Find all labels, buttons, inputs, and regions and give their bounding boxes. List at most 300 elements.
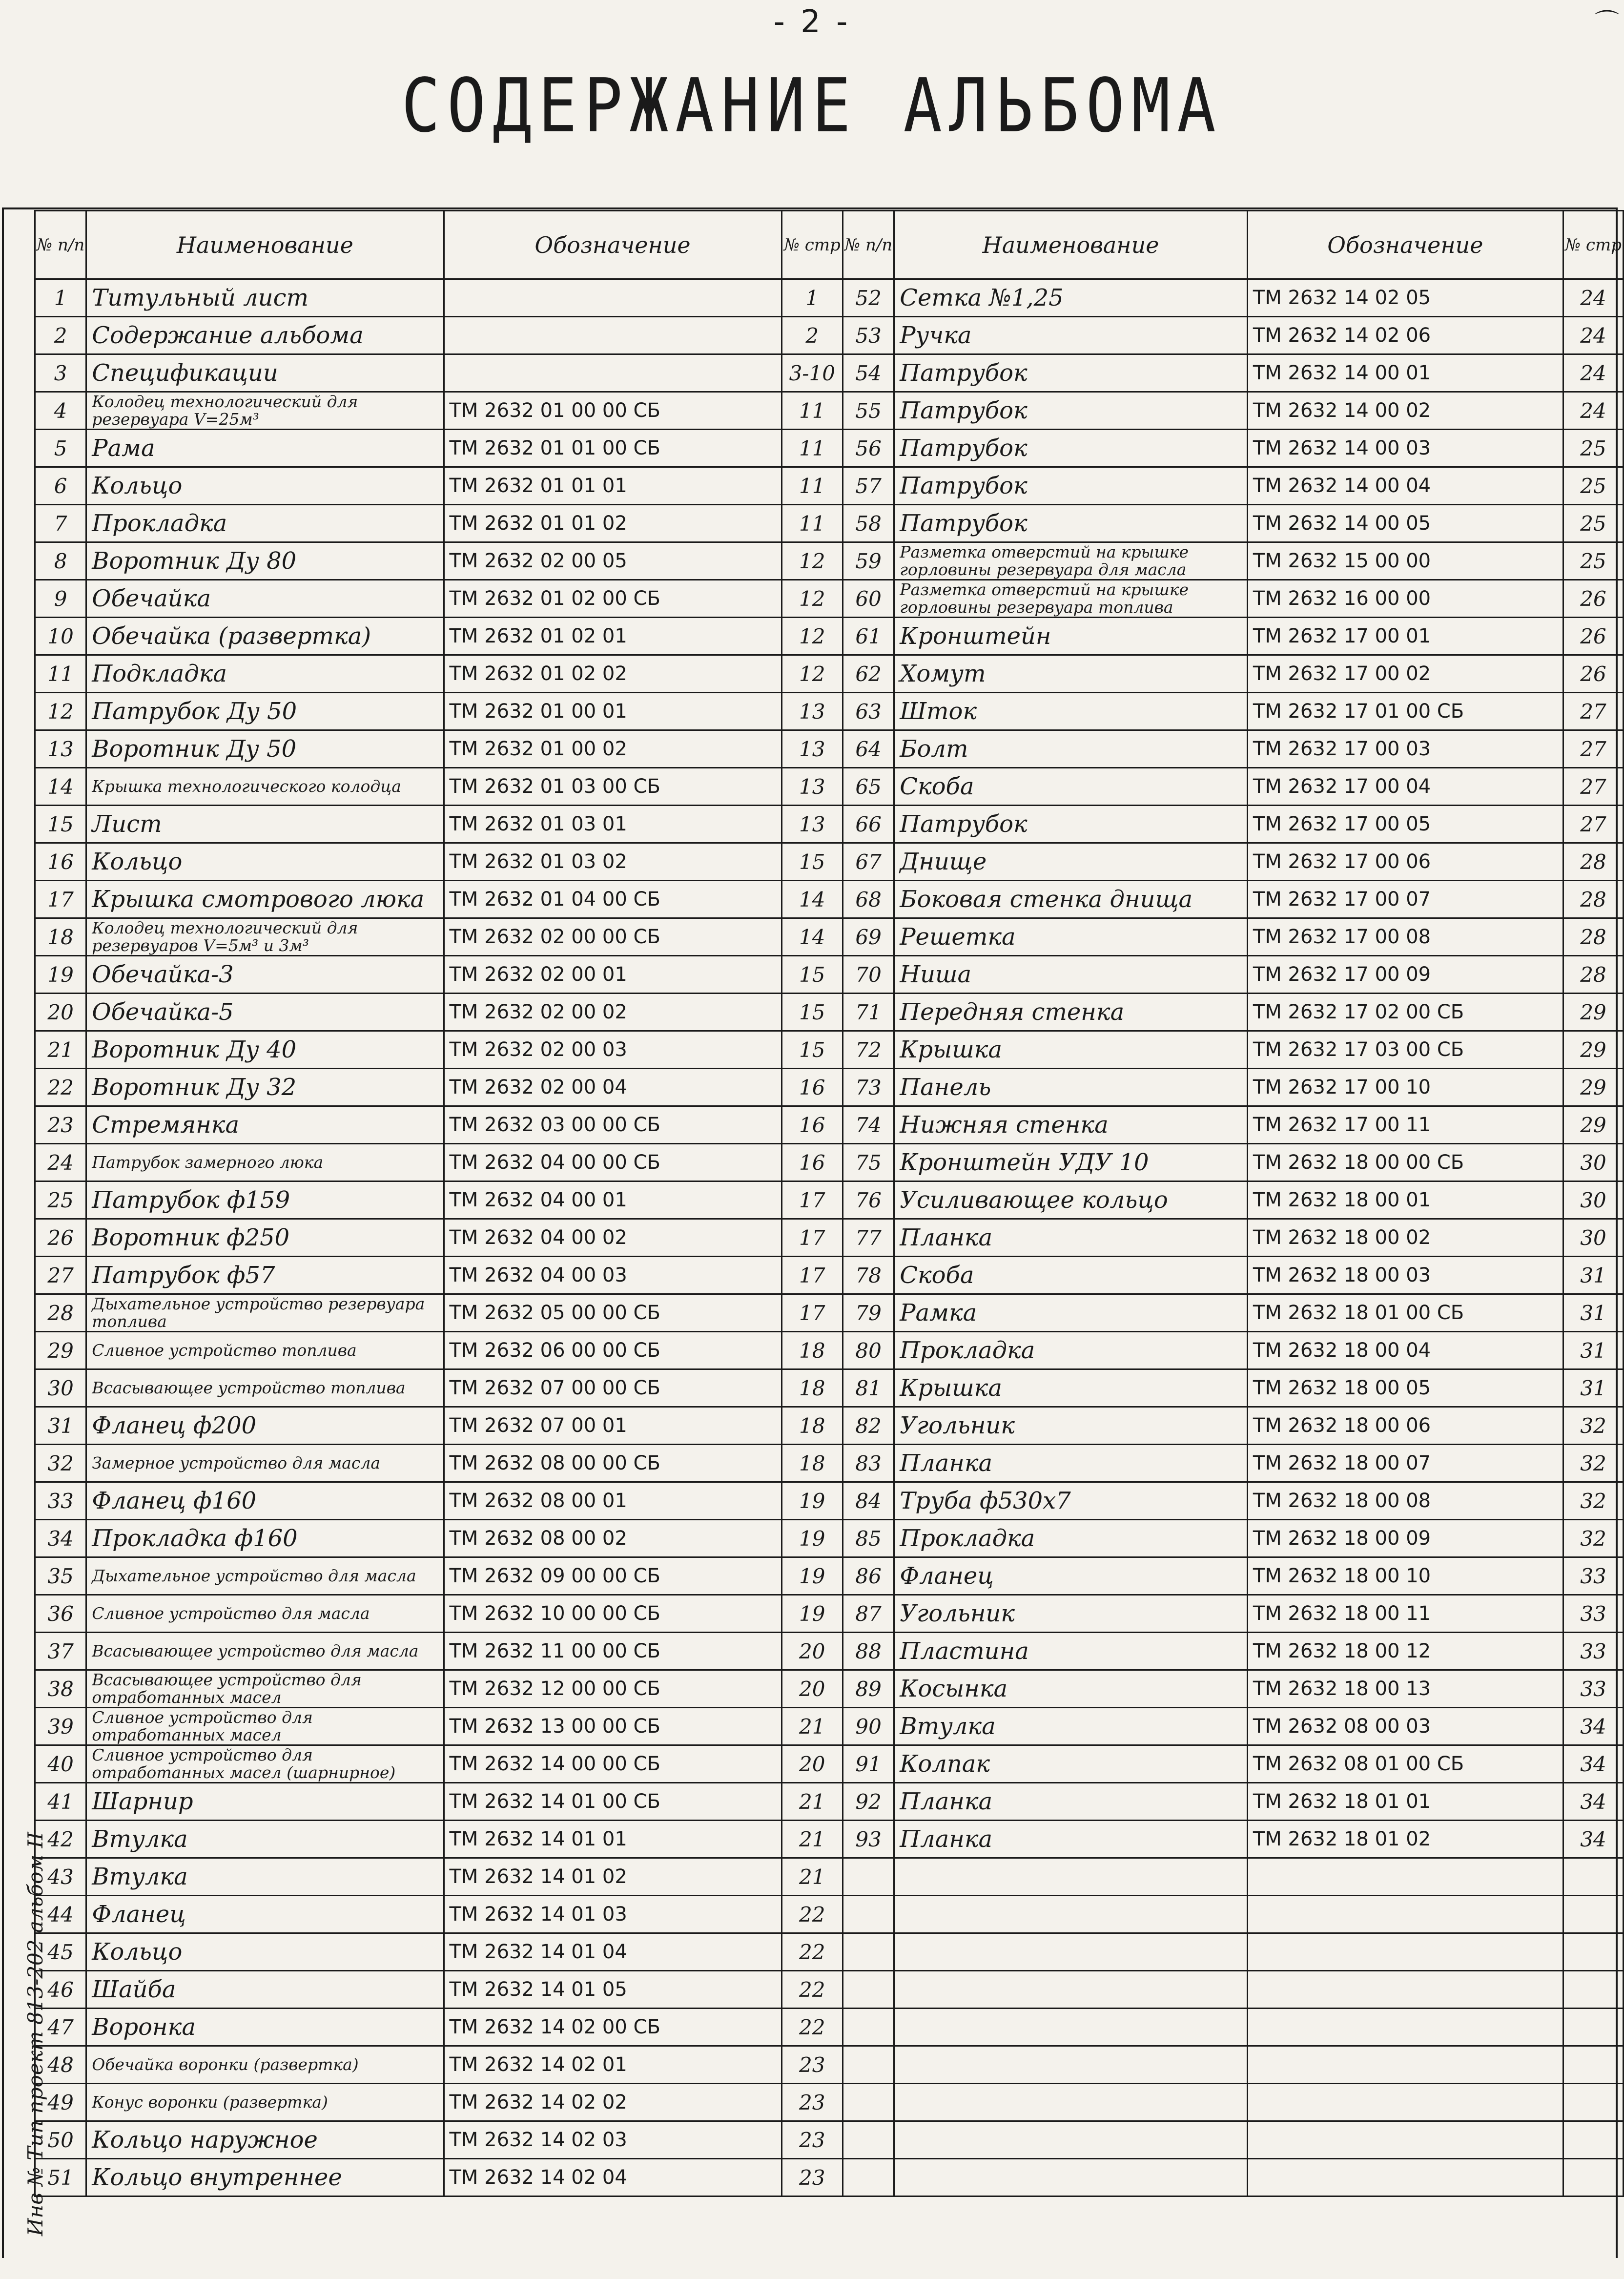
left-item-page: 22 (781, 1933, 843, 1971)
left-item-number: 32 (35, 1445, 86, 1482)
right-item-number: 93 (843, 1821, 894, 1858)
right-item-page: 30 (1563, 1144, 1623, 1181)
left-item-number: 24 (35, 1144, 86, 1181)
left-item-code: ТМ 2632 14 02 03 (444, 2121, 781, 2159)
right-item-number: 90 (843, 1708, 894, 1745)
table-row (35, 2046, 1624, 2084)
right-item-name: Фланец (894, 1557, 1248, 1595)
right-item-code: ТМ 2632 17 00 04 (1247, 768, 1563, 806)
right-item-code: ТМ 2632 17 02 00 СБ (1247, 994, 1563, 1031)
right-item-number (843, 1896, 894, 1933)
left-item-number: 47 (35, 2009, 86, 2046)
left-item-name: Лист (86, 806, 444, 843)
right-item-name: Патрубок (894, 430, 1248, 467)
right-item-number: 59 (843, 542, 894, 580)
right-item-code: ТМ 2632 17 00 07 (1247, 881, 1563, 918)
table-row (35, 1257, 1624, 1294)
right-item-number (843, 2121, 894, 2159)
left-item-name: Воротник Ду 40 (86, 1031, 444, 1069)
right-item-number: 78 (843, 1257, 894, 1294)
left-item-name: Патрубок замерного люка (86, 1144, 444, 1181)
left-item-code: ТМ 2632 14 01 03 (444, 1896, 781, 1933)
left-item-number: 25 (35, 1181, 86, 1219)
left-item-name: Шарнир (86, 1783, 444, 1821)
left-item-page: 13 (781, 806, 843, 843)
left-item-number: 51 (35, 2159, 86, 2196)
left-item-name: Сливное устройство топлива (86, 1332, 444, 1369)
right-item-page: 29 (1563, 1031, 1623, 1069)
right-item-code (1247, 2121, 1563, 2159)
right-item-code: ТМ 2632 14 00 05 (1247, 505, 1563, 542)
left-item-code: ТМ 2632 02 00 02 (444, 994, 781, 1031)
right-item-page: 25 (1563, 430, 1623, 467)
right-item-name: Патрубок (894, 467, 1248, 505)
left-item-code: ТМ 2632 14 01 04 (444, 1933, 781, 1971)
right-item-code: ТМ 2632 17 00 11 (1247, 1106, 1563, 1144)
left-item-page: 2 (781, 317, 843, 354)
right-item-name: Кронштейн УДУ 10 (894, 1144, 1248, 1181)
left-item-page: 14 (781, 881, 843, 918)
left-item-code: ТМ 2632 13 00 00 СБ (444, 1708, 781, 1745)
right-item-name: Угольник (894, 1407, 1248, 1445)
left-item-name: Замерное устройство для масла (86, 1445, 444, 1482)
right-item-name: Кронштейн (894, 618, 1248, 655)
right-item-code: ТМ 2632 17 00 02 (1247, 655, 1563, 693)
side-label (0, 1621, 47, 2251)
left-item-name: Всасывающее устройство для масла (86, 1633, 444, 1670)
header-code-right: Обозначение (1247, 211, 1563, 279)
left-item-page: 17 (781, 1257, 843, 1294)
table-row (35, 881, 1624, 918)
right-item-page: 27 (1563, 730, 1623, 768)
left-item-code: ТМ 2632 14 02 00 СБ (444, 2009, 781, 2046)
right-item-code: ТМ 2632 08 01 00 СБ (1247, 1745, 1563, 1783)
right-item-page: 32 (1563, 1520, 1623, 1557)
right-item-page: 33 (1563, 1557, 1623, 1595)
right-item-name: Скоба (894, 1257, 1248, 1294)
right-item-page: 29 (1563, 1069, 1623, 1106)
right-item-page: 32 (1563, 1482, 1623, 1520)
right-item-page: 28 (1563, 918, 1623, 956)
left-item-number: 26 (35, 1219, 86, 1257)
right-item-code: ТМ 2632 08 00 03 (1247, 1708, 1563, 1745)
right-item-number: 66 (843, 806, 894, 843)
right-item-name: Ручка (894, 317, 1248, 354)
left-item-code: ТМ 2632 05 00 00 СБ (444, 1294, 781, 1332)
right-item-code: ТМ 2632 15 00 00 (1247, 542, 1563, 580)
right-item-number: 57 (843, 467, 894, 505)
left-item-page: 16 (781, 1144, 843, 1181)
right-item-code: ТМ 2632 18 00 07 (1247, 1445, 1563, 1482)
right-item-code: ТМ 2632 17 00 06 (1247, 843, 1563, 881)
left-item-code: ТМ 2632 01 04 00 СБ (444, 881, 781, 918)
left-item-page: 20 (781, 1633, 843, 1670)
left-item-number: 40 (35, 1745, 86, 1783)
right-item-code: ТМ 2632 17 00 10 (1247, 1069, 1563, 1106)
left-item-name: Кольцо (86, 467, 444, 505)
left-item-page: 18 (781, 1332, 843, 1369)
left-item-number: 10 (35, 618, 86, 655)
table-row (35, 1369, 1624, 1407)
left-item-name: Патрубок Ду 50 (86, 693, 444, 730)
right-item-page (1563, 2009, 1623, 2046)
table-row (35, 730, 1624, 768)
right-item-number: 69 (843, 918, 894, 956)
table-row (35, 1670, 1624, 1708)
table-row (35, 956, 1624, 994)
right-item-name (894, 1971, 1248, 2009)
left-item-code: ТМ 2632 12 00 00 СБ (444, 1670, 781, 1708)
left-item-code: ТМ 2632 01 01 01 (444, 467, 781, 505)
table-row (35, 994, 1624, 1031)
left-item-page: 22 (781, 1896, 843, 1933)
left-item-name: Кольцо наружное (86, 2121, 444, 2159)
left-item-code (444, 279, 781, 317)
right-item-code: ТМ 2632 18 00 03 (1247, 1257, 1563, 1294)
table-row (35, 618, 1624, 655)
left-item-name: Колодец технологический для резервуаров V=5м³ и 3м³ (86, 918, 444, 956)
right-item-name: Ниша (894, 956, 1248, 994)
right-item-code: ТМ 2632 17 03 00 СБ (1247, 1031, 1563, 1069)
left-item-page: 11 (781, 430, 843, 467)
header-name-left: Наименование (86, 211, 444, 279)
left-item-page: 21 (781, 1821, 843, 1858)
left-item-name: Конус воронки (развертка) (86, 2084, 444, 2121)
right-item-name: Передняя стенка (894, 994, 1248, 1031)
left-item-name: Воротник Ду 80 (86, 542, 444, 580)
right-item-number: 81 (843, 1369, 894, 1407)
left-item-code: ТМ 2632 01 03 00 СБ (444, 768, 781, 806)
left-item-name: Патрубок ф159 (86, 1181, 444, 1219)
left-item-name: Подкладка (86, 655, 444, 693)
table-row (35, 542, 1624, 580)
left-item-number: 18 (35, 918, 86, 956)
right-item-code (1247, 2159, 1563, 2196)
right-item-name (894, 2084, 1248, 2121)
right-item-page (1563, 2046, 1623, 2084)
left-item-code: ТМ 2632 06 00 00 СБ (444, 1332, 781, 1369)
right-item-name: Боковая стенка днища (894, 881, 1248, 918)
left-item-number: 1 (35, 279, 86, 317)
right-item-name: Усиливающее кольцо (894, 1181, 1248, 1219)
left-item-page: 17 (781, 1181, 843, 1219)
right-item-name: Хомут (894, 655, 1248, 693)
right-item-code: ТМ 2632 17 00 09 (1247, 956, 1563, 994)
left-item-number: 45 (35, 1933, 86, 1971)
table-row (35, 1520, 1624, 1557)
right-item-number: 63 (843, 693, 894, 730)
left-item-code: ТМ 2632 01 03 02 (444, 843, 781, 881)
left-item-page: 13 (781, 693, 843, 730)
table-row (35, 317, 1624, 354)
table-row (35, 1031, 1624, 1069)
left-item-number: 50 (35, 2121, 86, 2159)
left-item-code: ТМ 2632 01 02 00 СБ (444, 580, 781, 618)
table-row (35, 2009, 1624, 2046)
toc-table (34, 210, 1624, 2197)
right-item-page: 27 (1563, 693, 1623, 730)
right-item-code (1247, 2009, 1563, 2046)
right-item-number: 92 (843, 1783, 894, 1821)
table-row (35, 1821, 1624, 1858)
right-item-number: 91 (843, 1745, 894, 1783)
right-item-name (894, 1933, 1248, 1971)
table-row (35, 1106, 1624, 1144)
left-item-code: ТМ 2632 01 01 02 (444, 505, 781, 542)
right-item-page: 27 (1563, 806, 1623, 843)
left-item-page: 12 (781, 580, 843, 618)
left-item-code: ТМ 2632 04 00 00 СБ (444, 1144, 781, 1181)
left-item-page: 11 (781, 505, 843, 542)
left-item-page: 19 (781, 1557, 843, 1595)
right-item-name: Болт (894, 730, 1248, 768)
table-row (35, 1144, 1624, 1181)
left-item-number: 30 (35, 1369, 86, 1407)
left-item-number: 15 (35, 806, 86, 843)
right-item-code: ТМ 2632 17 00 08 (1247, 918, 1563, 956)
right-item-number: 64 (843, 730, 894, 768)
table-row (35, 354, 1624, 392)
left-item-code: ТМ 2632 01 00 01 (444, 693, 781, 730)
left-item-number: 21 (35, 1031, 86, 1069)
left-item-page: 11 (781, 392, 843, 430)
page-number: - 2 - (773, 4, 851, 40)
left-item-page: 19 (781, 1482, 843, 1520)
right-item-number: 71 (843, 994, 894, 1031)
right-item-number: 65 (843, 768, 894, 806)
left-item-number: 13 (35, 730, 86, 768)
table-row (35, 505, 1624, 542)
table-row (35, 1971, 1624, 2009)
right-item-page: 34 (1563, 1821, 1623, 1858)
right-item-page: 26 (1563, 618, 1623, 655)
right-item-page: 34 (1563, 1745, 1623, 1783)
right-item-page: 32 (1563, 1445, 1623, 1482)
left-item-name: Прокладка (86, 505, 444, 542)
right-item-page: 28 (1563, 881, 1623, 918)
right-item-number: 60 (843, 580, 894, 618)
right-item-page (1563, 1971, 1623, 2009)
right-item-code: ТМ 2632 18 01 02 (1247, 1821, 1563, 1858)
right-item-number: 53 (843, 317, 894, 354)
left-item-number: 49 (35, 2084, 86, 2121)
left-item-number: 37 (35, 1633, 86, 1670)
right-item-name (894, 2009, 1248, 2046)
left-item-page: 15 (781, 994, 843, 1031)
left-item-number: 34 (35, 1520, 86, 1557)
right-item-page: 31 (1563, 1257, 1623, 1294)
right-item-name: Колпак (894, 1745, 1248, 1783)
left-item-code: ТМ 2632 01 02 02 (444, 655, 781, 693)
right-item-code: ТМ 2632 18 00 04 (1247, 1332, 1563, 1369)
header-code-left: Обозначение (444, 211, 781, 279)
table-row (35, 1445, 1624, 1482)
left-item-number: 16 (35, 843, 86, 881)
table-row (35, 843, 1624, 881)
right-item-number: 80 (843, 1332, 894, 1369)
left-item-page: 23 (781, 2046, 843, 2084)
left-item-page: 22 (781, 2009, 843, 2046)
left-item-page: 13 (781, 730, 843, 768)
left-item-number: 22 (35, 1069, 86, 1106)
right-item-code: ТМ 2632 18 00 02 (1247, 1219, 1563, 1257)
table-row (35, 467, 1624, 505)
right-item-number: 85 (843, 1520, 894, 1557)
left-item-page: 17 (781, 1294, 843, 1332)
left-item-page: 18 (781, 1369, 843, 1407)
left-item-code: ТМ 2632 14 01 00 СБ (444, 1783, 781, 1821)
left-item-code: ТМ 2632 08 00 01 (444, 1482, 781, 1520)
right-item-code (1247, 1896, 1563, 1933)
right-item-code (1247, 2046, 1563, 2084)
right-item-name: Патрубок (894, 806, 1248, 843)
table-row (35, 1708, 1624, 1745)
right-item-number: 67 (843, 843, 894, 881)
left-item-page: 15 (781, 956, 843, 994)
right-item-code: ТМ 2632 18 01 01 (1247, 1783, 1563, 1821)
left-item-name: Содержание альбома (86, 317, 444, 354)
left-item-code: ТМ 2632 14 01 02 (444, 1858, 781, 1896)
right-item-page (1563, 2159, 1623, 2196)
table-row (35, 1745, 1624, 1783)
right-item-name: Патрубок (894, 354, 1248, 392)
right-item-name (894, 2159, 1248, 2196)
right-item-number: 86 (843, 1557, 894, 1595)
left-item-name: Кольцо (86, 1933, 444, 1971)
left-item-number: 12 (35, 693, 86, 730)
right-item-number (843, 2159, 894, 2196)
right-item-page: 25 (1563, 505, 1623, 542)
left-item-number: 29 (35, 1332, 86, 1369)
right-item-page: 28 (1563, 843, 1623, 881)
right-item-number: 83 (843, 1445, 894, 1482)
table-row (35, 918, 1624, 956)
right-item-page: 34 (1563, 1783, 1623, 1821)
right-item-code: ТМ 2632 14 02 06 (1247, 317, 1563, 354)
table-row (35, 1069, 1624, 1106)
right-item-page: 33 (1563, 1670, 1623, 1708)
right-item-code: ТМ 2632 14 00 03 (1247, 430, 1563, 467)
left-item-number: 35 (35, 1557, 86, 1595)
left-item-code: ТМ 2632 07 00 00 СБ (444, 1369, 781, 1407)
left-item-code: ТМ 2632 04 00 02 (444, 1219, 781, 1257)
right-item-name: Пластина (894, 1633, 1248, 1670)
right-item-page: 31 (1563, 1332, 1623, 1369)
right-item-name (894, 1858, 1248, 1896)
right-item-number: 89 (843, 1670, 894, 1708)
right-item-name: Труба ф530х7 (894, 1482, 1248, 1520)
left-item-page: 20 (781, 1670, 843, 1708)
left-item-code: ТМ 2632 01 01 00 СБ (444, 430, 781, 467)
right-item-code: ТМ 2632 14 00 02 (1247, 392, 1563, 430)
header-num-left: № п/п (35, 211, 86, 279)
right-item-page (1563, 1933, 1623, 1971)
left-item-name: Колодец технологический для резервуара V=25м³ (86, 392, 444, 430)
right-item-number: 87 (843, 1595, 894, 1633)
left-item-name: Воротник Ду 50 (86, 730, 444, 768)
left-item-number: 27 (35, 1257, 86, 1294)
right-item-page (1563, 1896, 1623, 1933)
left-item-code: ТМ 2632 01 00 00 СБ (444, 392, 781, 430)
left-item-code (444, 317, 781, 354)
table-row (35, 1332, 1624, 1369)
right-item-number: 54 (843, 354, 894, 392)
table-row (35, 430, 1624, 467)
left-item-name: Сливное устройство для масла (86, 1595, 444, 1633)
left-item-code (444, 354, 781, 392)
left-item-number: 5 (35, 430, 86, 467)
right-item-name: Нижняя стенка (894, 1106, 1248, 1144)
left-item-name: Воротник ф250 (86, 1219, 444, 1257)
right-item-number: 61 (843, 618, 894, 655)
table-row (35, 1181, 1624, 1219)
right-item-name: Планка (894, 1783, 1248, 1821)
left-item-number: 9 (35, 580, 86, 618)
left-item-name: Шайба (86, 1971, 444, 2009)
right-item-code: ТМ 2632 17 01 00 СБ (1247, 693, 1563, 730)
left-item-page: 16 (781, 1106, 843, 1144)
left-item-page: 21 (781, 1708, 843, 1745)
right-item-code: ТМ 2632 18 00 08 (1247, 1482, 1563, 1520)
right-item-number: 62 (843, 655, 894, 693)
right-item-number: 84 (843, 1482, 894, 1520)
page-title: СОДЕРЖАНИЕ АЛЬБОМА (401, 62, 1223, 149)
right-item-code: ТМ 2632 17 00 03 (1247, 730, 1563, 768)
left-item-page: 21 (781, 1783, 843, 1821)
right-item-page: 28 (1563, 956, 1623, 994)
right-item-page: 27 (1563, 768, 1623, 806)
table-row (35, 1219, 1624, 1257)
left-item-name: Втулка (86, 1858, 444, 1896)
left-item-name: Кольцо внутреннее (86, 2159, 444, 2196)
left-item-number: 38 (35, 1670, 86, 1708)
table-row (35, 279, 1624, 317)
table-row (35, 1294, 1624, 1332)
left-item-name: Обечайка воронки (развертка) (86, 2046, 444, 2084)
table-row (35, 1633, 1624, 1670)
left-item-name: Спецификации (86, 354, 444, 392)
right-item-name: Разметка отверстий на крышке горловины резервуара топлива (894, 580, 1248, 618)
right-item-name: Угольник (894, 1595, 1248, 1633)
right-item-page: 29 (1563, 1106, 1623, 1144)
left-item-number: 19 (35, 956, 86, 994)
left-item-code: ТМ 2632 14 00 00 СБ (444, 1745, 781, 1783)
table-row (35, 655, 1624, 693)
right-item-number (843, 2046, 894, 2084)
left-item-name: Всасывающее устройство топлива (86, 1369, 444, 1407)
right-item-page: 31 (1563, 1369, 1623, 1407)
left-item-page: 14 (781, 918, 843, 956)
right-item-code (1247, 2084, 1563, 2121)
right-item-number: 58 (843, 505, 894, 542)
right-item-name: Сетка №1,25 (894, 279, 1248, 317)
left-item-page: 13 (781, 768, 843, 806)
header-page-right: № стр (1563, 211, 1623, 279)
left-item-code: ТМ 2632 09 00 00 СБ (444, 1557, 781, 1595)
left-item-number: 7 (35, 505, 86, 542)
left-item-number: 23 (35, 1106, 86, 1144)
right-item-page (1563, 2121, 1623, 2159)
right-item-code: ТМ 2632 18 00 05 (1247, 1369, 1563, 1407)
left-item-page: 19 (781, 1595, 843, 1633)
right-item-code: ТМ 2632 14 02 05 (1247, 279, 1563, 317)
left-item-page: 18 (781, 1445, 843, 1482)
left-item-name: Обечайка (86, 580, 444, 618)
right-item-page (1563, 2084, 1623, 2121)
right-item-name: Шток (894, 693, 1248, 730)
left-item-name: Втулка (86, 1821, 444, 1858)
left-item-page: 3-10 (781, 354, 843, 392)
